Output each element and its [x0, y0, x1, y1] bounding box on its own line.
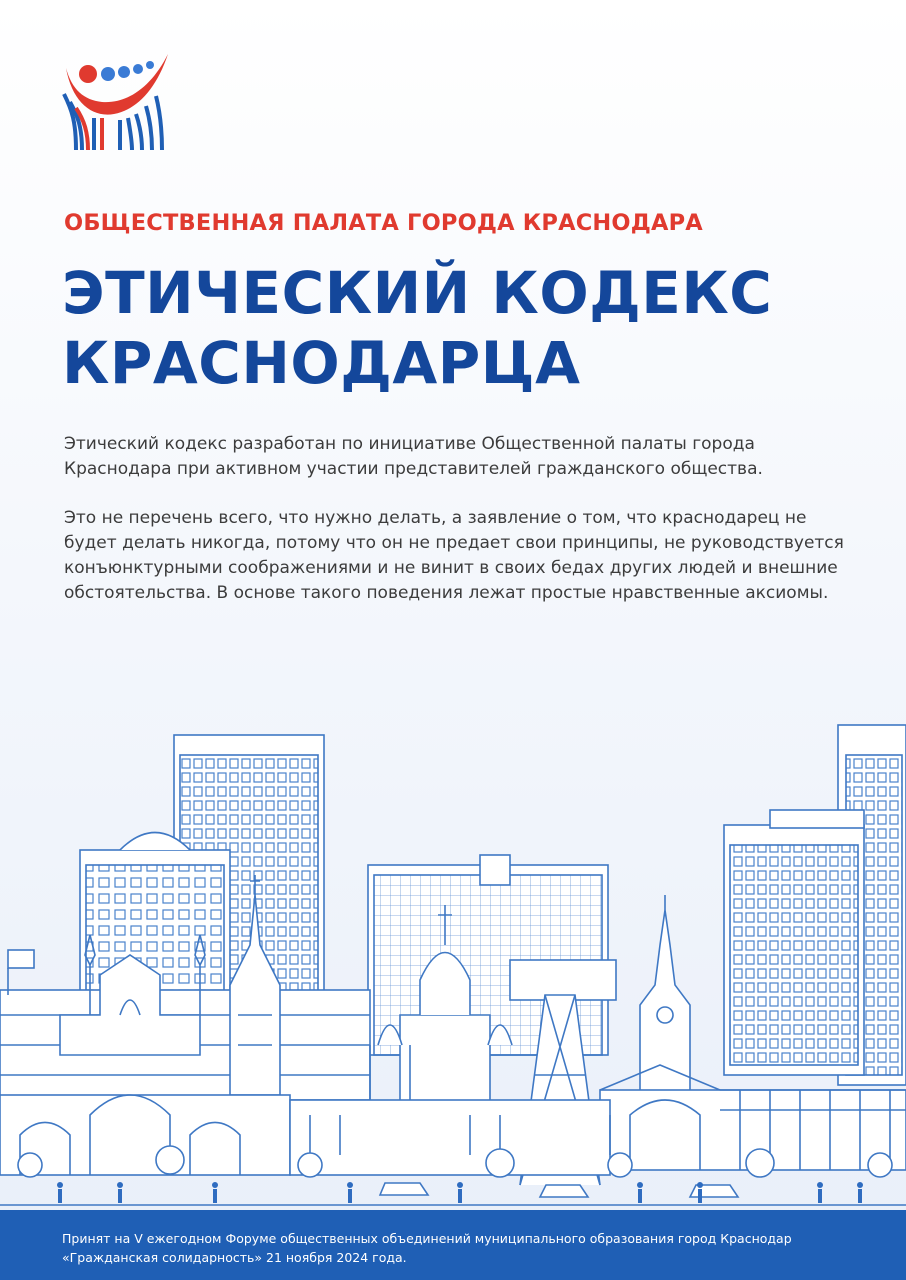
- page-title-line-1: ЭТИЧЕСКИЙ КОДЕКС: [62, 259, 773, 327]
- intro-paragraph: Этический кодекс разработан по инициативе Общественной палаты города Краснодара при активном участии представителей гражданского общества.: [64, 434, 763, 479]
- adoption-note-line-2: «Гражданская солидарность» 21 ноября 2024 года.: [62, 1250, 407, 1265]
- footer-band: [0, 1210, 906, 1280]
- city-skyline-illustration: [0, 715, 906, 1210]
- principles-paragraph: Это не перечень всего, что нужно делать, а заявление о том, что краснодарец не будет делать никогда, потому что он не предает свои принципы, не руководствуется конъюнктурными соображениями и не винит в своих бедах других людей и внешние обстоятельства. В основе такого поведения лежат простые нравственные аксиомы.: [64, 508, 844, 603]
- page-title-line-2: КРАСНОДАРЦА: [62, 329, 581, 397]
- page-title: [62, 258, 862, 398]
- organization-heading: ОБЩЕСТВЕННАЯ ПАЛАТА ГОРОДА КРАСНОДАРА: [64, 210, 703, 236]
- public-chamber-logo-icon: [58, 50, 174, 156]
- adoption-note: [62, 1229, 882, 1267]
- adoption-note-line-1: Принят на V ежегодном Форуме общественных объединений муниципального образования город Краснодар: [62, 1231, 792, 1246]
